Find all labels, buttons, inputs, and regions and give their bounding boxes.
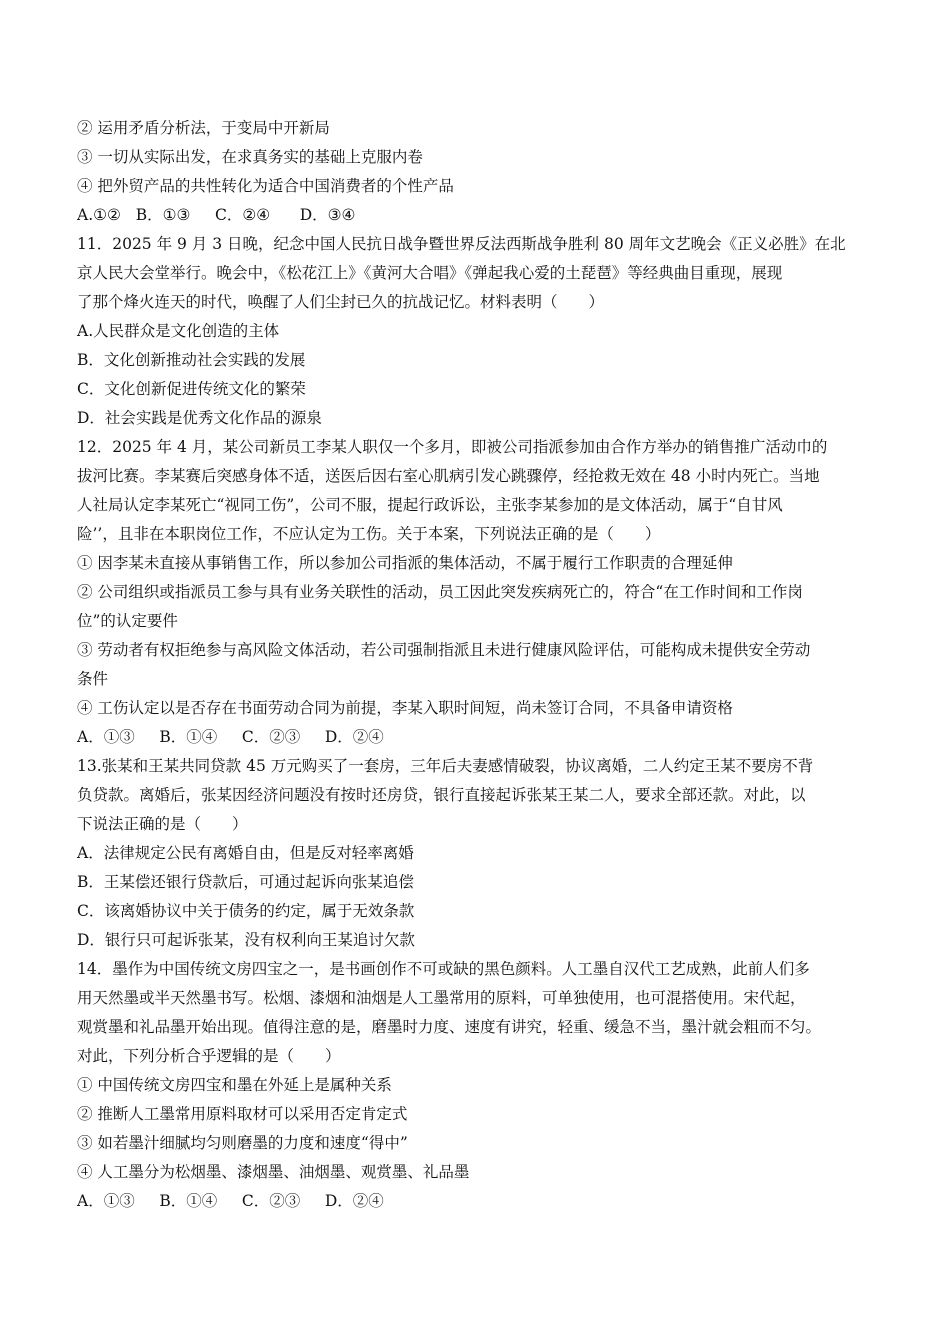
statement-item: ④ 工伤认定以是否存在书面劳动合同为前提，李某入职时间短，尚未签订合同，不具备申请资格 (77, 699, 733, 717)
statement-item: ④ 把外贸产品的共性转化为适合中国消费者的个性产品 (77, 177, 454, 195)
question-stem-line: 拔河比赛。李某赛后突感身体不适，送医后因右室心肌病引发心跳骤停，经抢救无效在 48 小时内死亡。当地 (77, 467, 820, 485)
question-stem-line: 负贷款。离婚后，张某因经济问题没有按时还房贷，银行直接起诉张某王某二人，要求全部还款。对此，以 (77, 786, 806, 804)
option-b: B．王某偿还银行贷款后，可通过起诉向张某追偿 (77, 873, 414, 891)
question-stem-line: 京人民大会堂举行。晚会中，《松花江上》《黄河大合唱》《弹起我心爱的土琵琶》等经典曲目重现，展现 (77, 264, 783, 282)
option-d: D．银行只可起诉张某，没有权利向王某追讨欠款 (77, 931, 415, 949)
question-12 (77, 433, 877, 752)
question-14 (77, 955, 877, 1216)
option-c: C．文化创新促进传统文化的繁荣 (77, 380, 306, 398)
statement-item: ① 因李某未直接从事销售工作，所以参加公司指派的集体活动，不属于履行工作职责的合理延伸 (77, 554, 733, 572)
question-stem-line: 用天然墨或半天然墨书写。松烟、漆烟和油烟是人工墨常用的原料，可单独使用，也可混搭使用。宋代起， (77, 989, 806, 1007)
question-11 (77, 230, 877, 433)
question-stem-line: 下说法正确的是（ ） (77, 815, 248, 833)
exam-page (77, 114, 877, 1216)
option-a: A.人民群众是文化创造的主体 (77, 322, 280, 340)
question-stem-line: 险’’，且非在本职岗位工作，不应认定为工伤。关于本案，下列说法正确的是（ ） (77, 525, 661, 543)
option-d: D．社会实践是优秀文化作品的源泉 (77, 409, 322, 427)
statement-item: 位”的认定要件 (77, 612, 178, 630)
question-stem-line: 了那个烽火连天的时代，唤醒了人们尘封已久的抗战记忆。材料表明（ ） (77, 293, 605, 311)
statement-item: ③ 劳动者有权拒绝参与高风险文体活动，若公司强制指派且未进行健康风险评估，可能构成未提供安全劳动 (77, 641, 811, 659)
statement-item: ② 运用矛盾分析法，于变局中开新局 (77, 119, 330, 137)
question-stem-line: 对此，下列分析合乎逻辑的是（ ） (77, 1047, 341, 1065)
option-a: A．法律规定公民有离婚自由，但是反对轻率离婚 (77, 844, 414, 862)
statement-item: ① 中国传统文房四宝和墨在外延上是属种关系 (77, 1076, 392, 1094)
question-stem-line: 14．墨作为中国传统文房四宝之一，是书画创作不可或缺的黑色颜料。人工墨自汉代工艺成熟，此前人们多 (77, 960, 810, 978)
question-stem-line: 11．2025 年 9 月 3 日晚，纪念中国人民抗日战争暨世界反法西斯战争胜利 80 周年文艺晚会《正义必胜》在北 (77, 235, 846, 253)
statement-item: ④ 人工墨分为松烟墨、漆烟墨、油烟墨、观赏墨、礼品墨 (77, 1163, 470, 1181)
option-c: C．该离婚协议中关于债务的约定，属于无效条款 (77, 902, 415, 920)
statement-item: 条件 (77, 670, 109, 688)
option-b: B．文化创新推动社会实践的发展 (77, 351, 306, 369)
answer-options: A．①③ B．①④ C．②③ D．②④ (77, 728, 384, 746)
statement-item: ③ 如若墨汁细腻均匀则磨墨的力度和速度“得中” (77, 1134, 408, 1152)
question-stem-line: 人社局认定李某死亡“视同工伤”，公司不服，提起行政诉讼，主张李某参加的是文体活动，属于“自甘风 (77, 496, 783, 514)
statement-item: ③ 一切从实际出发，在求真务实的基础上克服内卷 (77, 148, 423, 166)
question-10-tail (77, 114, 877, 230)
statement-item: ② 公司组织或指派员工参与具有业务关联性的活动，员工因此突发疾病死亡的，符合“在工作时间和工作岗 (77, 583, 803, 601)
answer-options: A.①② B．①③ C．②④ D．③④ (77, 206, 356, 224)
question-13 (77, 752, 877, 955)
question-stem-line: 观赏墨和礼品墨开始出现。值得注意的是，磨墨时力度、速度有讲究，轻重、缓急不当，墨汁就会粗而不匀。 (77, 1018, 822, 1036)
statement-item: ② 推断人工墨常用原料取材可以采用否定肯定式 (77, 1105, 408, 1123)
question-stem-line: 13.张某和王某共同贷款 45 万元购买了一套房，三年后夫妻感情破裂，协议离婚，二人约定王某不要房不背 (77, 757, 814, 775)
answer-options: A．①③ B．①④ C．②③ D．②④ (77, 1192, 384, 1210)
question-stem-line: 12．2025 年 4 月，某公司新员工李某人职仅一个多月，即被公司指派参加由合作方举办的销售推广活动巾的 (77, 438, 828, 456)
